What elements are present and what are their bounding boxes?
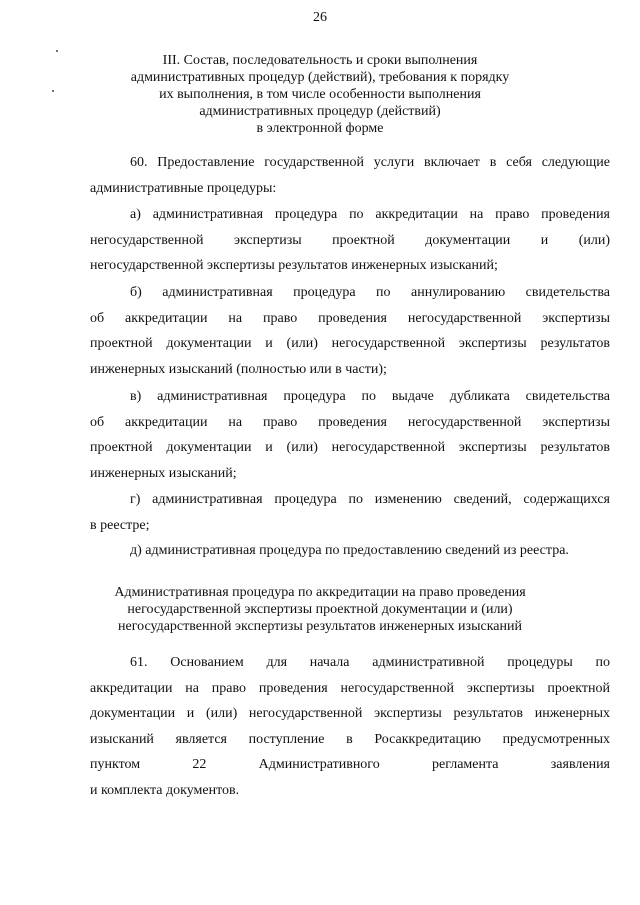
paragraph-line: инженерных изысканий; bbox=[90, 465, 237, 481]
paragraph-line: а) административная процедура по аккредитации на право проведения bbox=[130, 207, 610, 222]
section-title bbox=[60, 52, 580, 137]
paragraph-line: 61. Основанием для начала административной процедуры по bbox=[130, 655, 610, 670]
paragraph-line: инженерных изысканий (полностью или в части); bbox=[90, 361, 387, 377]
list-item-a bbox=[90, 202, 610, 279]
paragraph-line: и комплекта документов. bbox=[90, 782, 240, 798]
list-item-d bbox=[90, 538, 610, 564]
paragraph-line: документации и (или) негосударственной экспертизы результатов инженерных bbox=[90, 706, 610, 721]
list-item-b bbox=[90, 280, 610, 382]
section-title-line: административных процедур (действий), требования к порядку bbox=[130, 70, 510, 85]
section-title-line: III. Состав, последовательность и сроки выполнения bbox=[162, 53, 478, 68]
paragraph-line: проектной документации и (или) негосударственной экспертизы результатов bbox=[90, 336, 610, 351]
subsection-title-line: негосударственной экспертизы проектной документации и (или) bbox=[127, 602, 513, 617]
paragraph-line: б) административная процедура по аннулированию свидетельства bbox=[130, 285, 610, 300]
paragraph-line: изысканий является поступление в Росаккредитацию предусмотренных bbox=[90, 731, 610, 747]
paragraph-line: в) административная процедура по выдаче дубликата свидетельства bbox=[130, 389, 610, 404]
list-item-v bbox=[90, 384, 610, 486]
subsection-title bbox=[60, 584, 580, 635]
paragraph-line: 60. Предоставление государственной услуги включает в себя следующие bbox=[130, 155, 610, 170]
paragraph-61 bbox=[90, 650, 610, 803]
paragraph-line: об аккредитации на право проведения негосударственной экспертизы bbox=[90, 310, 610, 326]
page-number: 26 bbox=[313, 10, 327, 25]
subsection-title-line: негосударственной экспертизы результатов инженерных изысканий bbox=[118, 619, 522, 634]
paragraph-line: негосударственной экспертизы проектной документации и (или) bbox=[90, 232, 610, 248]
paragraph-line: негосударственной экспертизы результатов инженерных изысканий; bbox=[90, 258, 498, 273]
paragraph-line: аккредитации на право проведения негосударственной экспертизы проектной bbox=[90, 680, 610, 696]
paragraph-line: об аккредитации на право проведения негосударственной экспертизы bbox=[90, 414, 610, 430]
paragraph-line: проектной документации и (или) негосударственной экспертизы результатов bbox=[90, 440, 610, 455]
scan-speck bbox=[52, 90, 54, 92]
section-title-line: в электронной форме bbox=[256, 121, 384, 136]
list-item-g bbox=[90, 487, 610, 538]
paragraph-line: пунктом 22 Административного регламента заявления bbox=[90, 757, 610, 772]
paragraph-line: д) административная процедура по предоставлению сведений из реестра. bbox=[130, 543, 569, 558]
paragraph-line: г) административная процедура по изменению сведений, содержащихся bbox=[130, 492, 610, 507]
paragraph-line: административные процедуры: bbox=[90, 180, 277, 196]
scan-speck bbox=[56, 50, 58, 52]
section-title-line: их выполнения, в том числе особенности выполнения bbox=[159, 87, 481, 102]
subsection-title-line: Административная процедура по аккредитации на право проведения bbox=[114, 585, 526, 600]
section-title-line: административных процедур (действий) bbox=[199, 104, 441, 119]
paragraph-60 bbox=[90, 150, 610, 201]
paragraph-line: в реестре; bbox=[90, 517, 150, 533]
